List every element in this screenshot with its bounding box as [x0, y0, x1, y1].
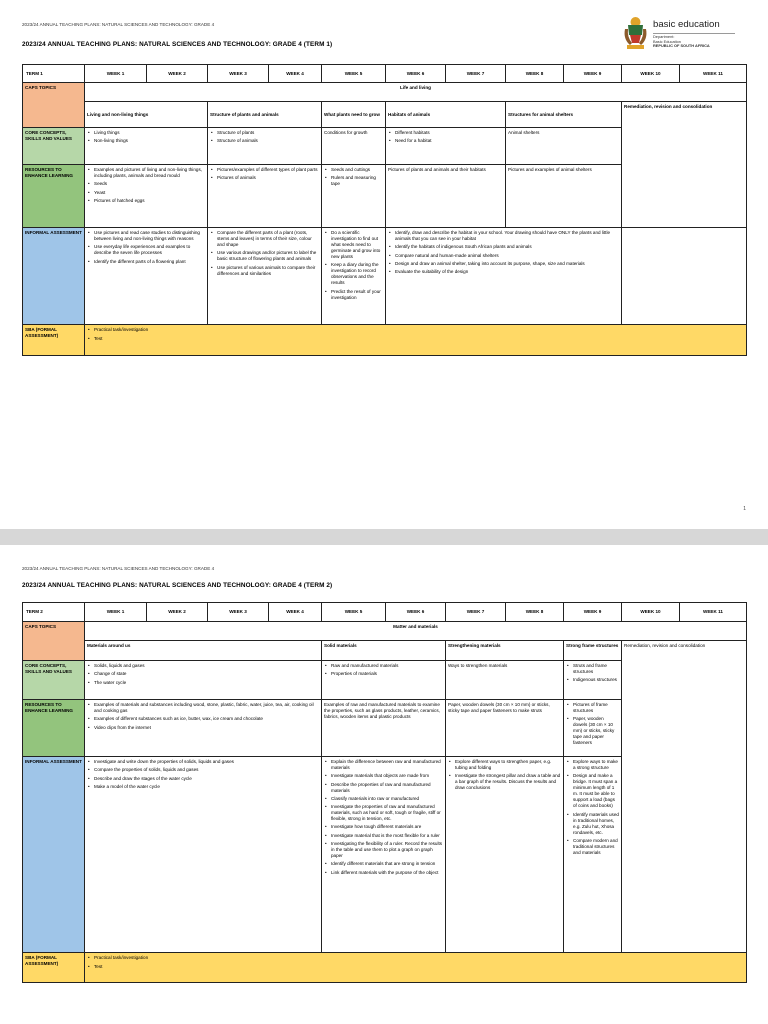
- logo-republic: REPUBLIC OF SOUTH AFRICA: [653, 43, 710, 48]
- list-item: • Test: [87, 336, 744, 342]
- list-item: • Explain the difference between raw and manufactured materials: [324, 759, 443, 771]
- sba-label: SBA (FORMAL ASSESSMENT): [23, 325, 85, 356]
- week-11-header: WEEK 11: [680, 603, 747, 622]
- week-4-header: WEEK 4: [269, 603, 322, 622]
- list-item: • Raw and manufactured materials: [324, 663, 443, 669]
- page-title: 2023/24 ANNUAL TEACHING PLANS: NATURAL SCIENCES AND TECHNOLOGY: GRADE 4 (TERM 1): [22, 41, 333, 48]
- week-3-header: WEEK 3: [208, 603, 269, 622]
- topic-strengthening-materials: Strengthening materials: [446, 641, 564, 661]
- list-item: • Investigate how tough different materials are: [324, 824, 443, 830]
- week-6-header: WEEK 6: [386, 603, 446, 622]
- list-item: • Predict the result of your investigation: [324, 289, 383, 301]
- list-item: • Do a scientific investigation to find out what seeds need to germinate and grow into new plants: [324, 230, 383, 260]
- week-1-header: WEEK 1: [85, 603, 147, 622]
- list-item: • Use pictures and read case studies to distinguishing between living and non-living things with reasons: [87, 230, 205, 242]
- caps-topics-label: CAPS TOPICS: [23, 83, 85, 128]
- informal-assessment-label: INFORMAL ASSESSMENT: [23, 757, 85, 953]
- core-cell-2: [208, 128, 322, 165]
- core-cell-1: [85, 128, 208, 165]
- sba-content: [85, 325, 747, 356]
- week-2-header: WEEK 2: [147, 65, 208, 83]
- sba-label: SBA (FORMAL ASSESSMENT): [23, 953, 85, 983]
- list-item: • Examples and pictures of living and non-living things, including plants, animals and bread mould: [87, 167, 205, 179]
- list-item: • Investigate and write down the properties of solids, liquids and gases: [87, 759, 319, 765]
- caps-strand-row: [23, 83, 747, 102]
- list-item: • Explore ways to make a strong structure: [566, 759, 619, 771]
- core-cell-3: Conditions for growth: [322, 128, 386, 165]
- resources-cell-3: [322, 165, 386, 228]
- list-item: • Pictures/examples of different types of plant parts: [210, 167, 319, 173]
- list-item: • Change of state: [87, 671, 319, 677]
- list-item: • Design and make a bridge. It must span a minimum length of 1 m. It must be able to support a load (bags of coins and books): [566, 773, 619, 809]
- core-concepts-label: CORE CONCEPTS, SKILLS AND VALUES: [23, 128, 85, 165]
- list-item: • Seeds and cuttings: [324, 167, 383, 173]
- term-1-plan-table: [22, 64, 747, 356]
- list-item: • Evaluate the suitability of the design: [388, 269, 619, 275]
- core-cell-4: [386, 128, 506, 165]
- informal-cell-3: [446, 757, 564, 953]
- core-concepts-label: CORE CONCEPTS, SKILLS AND VALUES: [23, 661, 85, 700]
- resources-cell-1: [85, 700, 322, 757]
- logo-brand-text: basic education: [653, 19, 720, 30]
- week-3-header: WEEK 3: [208, 65, 269, 83]
- list-item: • Compare natural and human-made animal shelters: [388, 253, 619, 259]
- list-item: • Investigate material that is the most flexible for a ruler: [324, 833, 443, 839]
- week-5-header: WEEK 5: [322, 603, 386, 622]
- strand-title: Life and living: [85, 83, 747, 102]
- strand-title: Matter and materials: [85, 622, 747, 641]
- list-item: • Yeast: [87, 190, 205, 196]
- dbe-logo: [622, 15, 742, 57]
- week-11-header: WEEK 11: [680, 65, 747, 83]
- list-item: • Investigating the flexibility of a ruler. Record the results in the table and use them to plot a graph on graph paper: [324, 841, 443, 859]
- week-6-header: WEEK 6: [386, 65, 446, 83]
- informal-cell-2: [208, 228, 322, 325]
- topic-solid-materials: Solid materials: [322, 641, 446, 661]
- list-item: • The water cycle: [87, 680, 319, 686]
- caps-strand-row: [23, 622, 747, 641]
- list-item: • Need for a habitat: [388, 138, 503, 144]
- list-item: • Investigate materials that objects are made from: [324, 773, 443, 779]
- week-4-header: WEEK 4: [269, 65, 322, 83]
- week-7-header: WEEK 7: [446, 603, 506, 622]
- informal-cell-4: [564, 757, 622, 953]
- list-item: • Rulers and measuring tape: [324, 175, 383, 187]
- list-item: • Test: [87, 964, 744, 970]
- list-item: • Compare the properties of solids, liquids and gases: [87, 767, 319, 773]
- topic-habitats-of-animals: Habitats of animals: [386, 102, 506, 128]
- resources-cell-3: Paper, wooden dowels (30 cm × 10 mm) or sticks, sticky tape and paper fasteners to make struts: [446, 700, 564, 757]
- list-item: • Describe and draw the stages of the water cycle: [87, 776, 319, 782]
- list-item: • Design and draw an animal shelter, taking into account its purpose, shape, size and materials: [388, 261, 619, 267]
- caps-topics-row: [23, 102, 747, 128]
- informal-cell-empty: [622, 228, 747, 325]
- coat-of-arms-icon: [622, 15, 649, 51]
- list-item: • Non-living things: [87, 138, 205, 144]
- week-10-header: WEEK 10: [622, 603, 680, 622]
- list-item: • Identify, draw and describe the habitat in your school. Your drawing should have ONLY the plants and little animals that you can see in your habitat: [388, 230, 619, 242]
- list-item: • Paper, wooden dowels (30 cm × 10 mm) or sticks, sticky tape and paper fasteners: [566, 716, 619, 746]
- week-9-header: WEEK 9: [564, 65, 622, 83]
- topic-remediation: Remediation, revision and consolidation: [622, 102, 747, 228]
- list-item: • Compare the different parts of a plant (roots, stems and leaves) in terms of their size, colour and shape: [210, 230, 319, 248]
- running-header: 2023/24 ANNUAL TEACHING PLANS: NATURAL SCIENCES AND TECHNOLOGY: GRADE 4: [22, 22, 215, 27]
- caps-topics-row: [23, 641, 747, 661]
- list-item: • Link different materials with the purpose of the object: [324, 870, 443, 876]
- resources-cell-5: Pictures and examples of animal shelters: [506, 165, 622, 228]
- running-header: 2023/24 ANNUAL TEACHING PLANS: NATURAL SCIENCES AND TECHNOLOGY: GRADE 4: [22, 566, 215, 571]
- resources-cell-4: Pictures of plants and animals and their habitats: [386, 165, 506, 228]
- topic-structure-plants-animals: Structure of plants and animals: [208, 102, 322, 128]
- page-number: 1: [743, 506, 746, 512]
- list-item: • Investigate the properties of raw and manufactured materials, such as hard or soft, tough or fragile, stiff or flexible, strong in tension, etc.: [324, 804, 443, 822]
- resources-cell-2: [208, 165, 322, 228]
- term-2-plan-table: [22, 602, 747, 983]
- core-cell-4: [564, 661, 622, 700]
- list-item: • Pictures of animals: [210, 175, 319, 181]
- topic-what-plants-need: What plants need to grow: [322, 102, 386, 128]
- week-7-header: WEEK 7: [446, 65, 506, 83]
- list-item: • Identify different materials that are strong in tension: [324, 861, 443, 867]
- resources-label: RESOURCES TO ENHANCE LEARNING: [23, 165, 85, 228]
- logo-department: Department:: [653, 34, 675, 39]
- week-header-row: [23, 65, 747, 83]
- week-5-header: WEEK 5: [322, 65, 386, 83]
- week-header-row: [23, 603, 747, 622]
- list-item: • Properties of materials: [324, 671, 443, 677]
- list-item: • Identify the habitats of indigenous South African plants and animals: [388, 244, 619, 250]
- caps-topics-label: CAPS TOPICS: [23, 622, 85, 661]
- list-item: • Indigenous structures: [566, 677, 619, 683]
- informal-cell-3: [322, 228, 386, 325]
- list-item: • Practical task/investigation: [87, 327, 744, 333]
- resources-cell-2: Examples of raw and manufactured materials to examine the properties, such as glass products, leather, ceramics, fabrics, wooden items and plastic products: [322, 700, 446, 757]
- page-term-2: [0, 545, 768, 1024]
- informal-cell-1: [85, 228, 208, 325]
- list-item: • Use everyday life experiences and examples to describe the seven life processes: [87, 244, 205, 256]
- list-item: • Identify the different parts of a flowering plant: [87, 259, 205, 265]
- informal-cell-2: [322, 757, 446, 953]
- week-1-header: WEEK 1: [85, 65, 147, 83]
- list-item: • Use various drawings and/or pictures to label the basic structure of flowering plants and animals: [210, 250, 319, 262]
- topic-living-non-living: Living and non-living things: [85, 102, 208, 128]
- list-item: • Compare modern and traditional structures and materials: [566, 838, 619, 856]
- list-item: • Different habitats: [388, 130, 503, 136]
- resources-cell-1: [85, 165, 208, 228]
- week-8-header: WEEK 8: [506, 65, 564, 83]
- sba-row: [23, 953, 747, 983]
- list-item: • Examples of materials and substances including wood, stone, plastic, fabric, water, juice, tea, air, cooking oil and cooking gas: [87, 702, 319, 714]
- resources-label: RESOURCES TO ENHANCE LEARNING: [23, 700, 85, 757]
- term-label: TERM 2: [23, 603, 85, 622]
- list-item: • Video clips from the internet: [87, 725, 319, 731]
- logo-basic-education: Basic Education: [653, 38, 681, 44]
- resources-cell-4: [564, 700, 622, 757]
- core-cell-5: Animal shelters: [506, 128, 622, 165]
- core-cell-1: [85, 661, 322, 700]
- topic-strong-frame-structures: Strong frame structures: [564, 641, 622, 661]
- list-item: • Pictures of hatched eggs: [87, 198, 205, 204]
- core-cell-3: Ways to strengthen materials: [446, 661, 564, 700]
- list-item: • Structure of plants: [210, 130, 319, 136]
- list-item: • Practical task/investigation: [87, 955, 744, 961]
- list-item: • Struts and frame structures: [566, 663, 619, 675]
- topic-animal-shelters: Structures for animal shelters: [506, 102, 622, 128]
- list-item: • Identify materials used in traditional homes, e.g. Zulu hut, Xhosa rondavels, etc.: [566, 812, 619, 836]
- informal-assessment-row: [23, 228, 747, 325]
- list-item: • Use pictures of various animals to compare their differences and similarities: [210, 265, 319, 277]
- list-item: • Living things: [87, 130, 205, 136]
- list-item: • Keep a diary during the investigation to record observations and the results: [324, 262, 383, 286]
- term-label: TERM 1: [23, 65, 85, 83]
- informal-assessment-label: INFORMAL ASSESSMENT: [23, 228, 85, 325]
- list-item: • Explore different ways to strengthen paper, e.g. tubing and folding: [448, 759, 561, 771]
- list-item: • Classify materials into raw or manufactured: [324, 796, 443, 802]
- topic-remediation: Remediation, revision and consolidation: [622, 641, 747, 953]
- topic-materials-around-us: Materials around us: [85, 641, 322, 661]
- sba-content: [85, 953, 747, 983]
- sba-row: [23, 325, 747, 356]
- list-item: • Pictures of frame structures: [566, 702, 619, 714]
- informal-cell-1: [85, 757, 322, 953]
- informal-cell-4: [386, 228, 622, 325]
- list-item: • Investigate the strongest pillar and draw a table and a bar graph of the results. Discuss the results and draw conclusions: [448, 773, 561, 791]
- page-title: 2023/24 ANNUAL TEACHING PLANS: NATURAL SCIENCES AND TECHNOLOGY: GRADE 4 (TERM 2): [22, 582, 333, 589]
- list-item: • Describe the properties of raw and manufactured materials: [324, 782, 443, 794]
- core-cell-2: [322, 661, 446, 700]
- week-10-header: WEEK 10: [622, 65, 680, 83]
- list-item: • Solids, liquids and gases: [87, 663, 319, 669]
- list-item: • Make a model of the water cycle: [87, 784, 319, 790]
- list-item: • Seeds: [87, 181, 205, 187]
- list-item: • Structure of animals: [210, 138, 319, 144]
- week-9-header: WEEK 9: [564, 603, 622, 622]
- week-2-header: WEEK 2: [147, 603, 208, 622]
- week-8-header: WEEK 8: [506, 603, 564, 622]
- list-item: • Examples of different substances such as ice, butter, wax, ice cream and chocolate: [87, 716, 319, 722]
